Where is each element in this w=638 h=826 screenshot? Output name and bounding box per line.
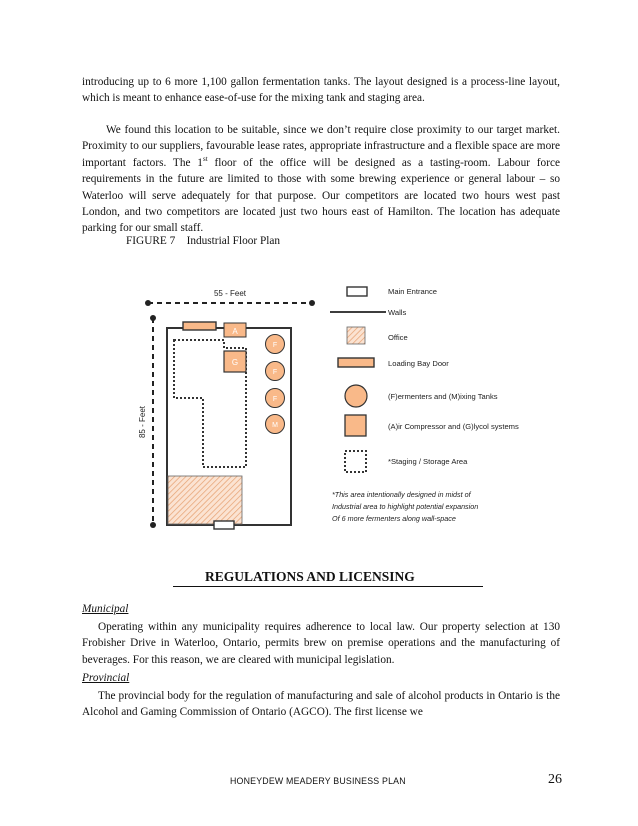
legend-loading-bay-label: Loading Bay Door: [388, 359, 449, 368]
paragraph-location-part2: floor of the office will be designed as a tasting-room. Labour force requirements in the future are limited to those with some brewing experience or general labour – so Waterloo will serve adequately for that purpose. Our competitors are located two hours west past London, and two competitors are located just two hours east of Hamilton. The location has adequate parking for our small staff.: [82, 156, 560, 235]
legend-main-entrance-symbol: [347, 287, 367, 296]
subheading-provincial: Provincial: [82, 672, 130, 684]
legend-compressor-label: (A)ir Compressor and (G)lycol systems: [388, 422, 519, 431]
page-number: 26: [548, 772, 562, 787]
fermenter-tank-3-label: F: [272, 396, 278, 403]
width-dimension-end-right: [309, 300, 315, 306]
height-label: 85 - Feet: [138, 405, 147, 439]
width-dimension-end-left: [145, 300, 151, 306]
legend-office-label: Office: [388, 333, 408, 342]
main-entrance: [214, 521, 234, 529]
expansion-note-line-1: *This area intentionally designed in midst of: [332, 490, 471, 499]
fermenter-tank-1-label: F: [272, 342, 278, 349]
figure-caption: FIGURE 7 Industrial Floor Plan: [126, 235, 281, 247]
superscript-st: st: [202, 155, 208, 164]
expansion-note-line-2: Industrial area to highlight potential expansion: [332, 502, 479, 511]
footer-title: HONEYDEW MEADERY BUSINESS PLAN: [230, 776, 406, 786]
legend-loading-bay-symbol: [338, 358, 374, 367]
paragraph-municipal: Operating within any municipality requires adherence to local law. Our property selection at 130 Frobisher Drive in Waterloo, Ontario, permits brew on premise operations and the manufacturing of beverages. For this reason, we are cleared with municipal legislation.: [82, 621, 560, 666]
paragraph-location-part1: We found this location to be suitable, since we don’t require close proximity to our target market. Proximity to our suppliers, favourable lease rates, appropriate infrastructure and a flexible space are more important factors. The 1: [82, 124, 560, 169]
width-label: 55 - Feet: [213, 289, 247, 298]
glycol-system-label: G: [231, 358, 239, 367]
legend-office-symbol: [347, 327, 365, 344]
office-area: [168, 476, 242, 524]
paragraph-layout: introducing up to 6 more 1,100 gallon fermentation tanks. The layout designed is a process-line layout, which is meant to enhance ease-of-use for the mixing tank and staging area.: [82, 76, 560, 105]
air-compressor-label: A: [232, 327, 238, 336]
height-dimension-end-bottom: [150, 522, 156, 528]
legend-compressor-symbol: [345, 415, 366, 436]
expansion-note-line-3: Of 6 more fermenters along wall-space: [332, 514, 456, 523]
loading-bay-door: [183, 322, 216, 330]
paragraph-provincial: The provincial body for the regulation of manufacturing and sale of alcohol products in Ontario is the Alcohol and Gaming Commission of Ontario (AGCO). The first license we: [82, 690, 560, 719]
fermenter-tank-2-label: F: [272, 369, 278, 376]
legend-main-entrance-label: Main Entrance: [388, 287, 437, 296]
height-dimension-end-top: [150, 315, 156, 321]
legend-tanks-symbol: [345, 385, 367, 407]
subheading-municipal: Municipal: [82, 603, 129, 615]
legend-walls-label: Walls: [388, 308, 407, 317]
mixing-tank-label: M: [272, 422, 278, 429]
section-heading: REGULATIONS AND LICENSING: [205, 569, 415, 584]
legend-staging-label: *Staging / Storage Area: [388, 457, 468, 466]
legend-staging-symbol: [345, 451, 366, 472]
legend-tanks-label: (F)ermenters and (M)ixing Tanks: [388, 392, 498, 401]
